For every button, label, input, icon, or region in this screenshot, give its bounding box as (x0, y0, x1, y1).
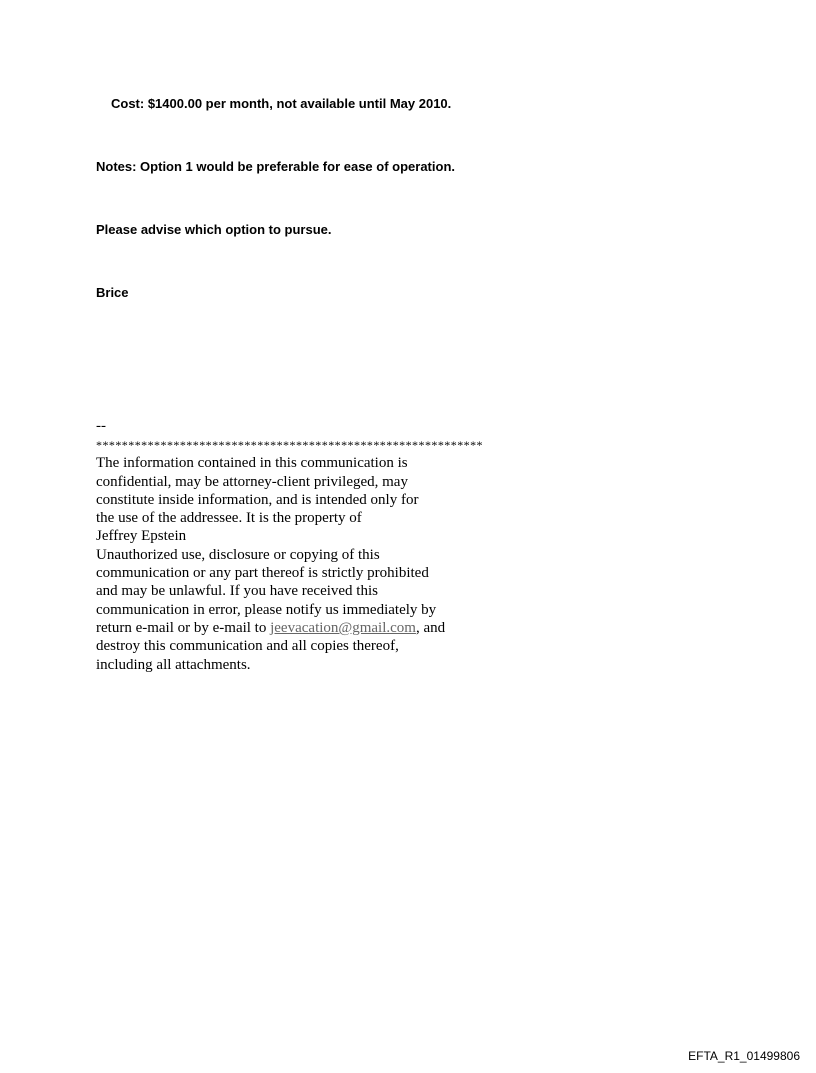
return-prefix-text: return e-mail or by e-mail to (96, 619, 271, 636)
advise-line: Please advise which option to pursue. (96, 222, 332, 237)
return-suffix-text: , and (415, 619, 446, 636)
notes-line: Notes: Option 1 would be preferable for ease of operation. (96, 159, 455, 174)
disclaimer-line: and may be unlawful. If you have received this (96, 583, 378, 600)
disclaimer-line: destroy this communication and all copies thereof, (96, 638, 399, 655)
separator-stars: ************************************************************ (96, 438, 483, 453)
signature-name: Brice (96, 285, 129, 300)
confidentiality-disclaimer (96, 417, 616, 674)
disclaimer-line: Jeffrey Epstein (96, 528, 187, 545)
disclaimer-line: the use of the addressee. It is the property of (96, 510, 362, 527)
disclaimer-line: including all attachments. (96, 656, 251, 673)
disclaimer-line: communication in error, please notify us immediately by (96, 601, 437, 618)
document-id: EFTA_R1_01499806 (688, 1049, 800, 1063)
separator-dash: -- (96, 418, 106, 434)
email-link[interactable]: jeevacation@gmail.com (270, 619, 416, 636)
disclaimer-line: constitute inside information, and is intended only for (96, 491, 419, 508)
disclaimer-line: confidential, may be attorney-client privileged, may (96, 473, 408, 490)
disclaimer-line: communication or any part thereof is strictly prohibited (96, 565, 429, 582)
disclaimer-line: Unauthorized use, disclosure or copying of this (96, 546, 380, 563)
disclaimer-return-line (96, 619, 616, 637)
disclaimer-line: The information contained in this communication is (96, 455, 408, 472)
cost-line: Cost: $1400.00 per month, not available until May 2010. (111, 96, 452, 111)
